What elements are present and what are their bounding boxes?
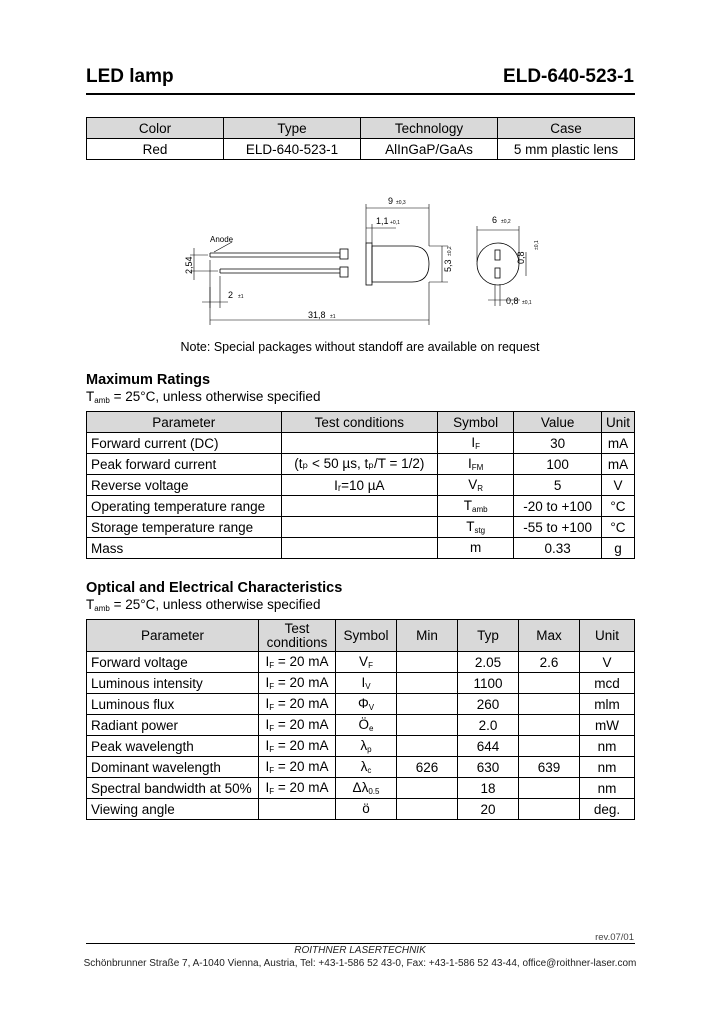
cell-unit: nm	[580, 736, 635, 757]
optical-row	[87, 715, 635, 736]
cell-symbol: $V_R$	[438, 475, 514, 496]
cell-parameter: Luminous intensity	[87, 673, 259, 694]
cell-min	[397, 778, 458, 799]
col-unit: Unit	[580, 620, 635, 652]
led-body	[372, 246, 429, 282]
max-ratings-header	[87, 412, 635, 433]
max-ratings-row	[87, 496, 635, 517]
package-drawing	[180, 190, 540, 330]
cell-value: 30	[514, 433, 602, 454]
cell-max	[519, 673, 580, 694]
anode-label: Anode	[210, 235, 234, 244]
cell-parameter: Spectral bandwidth at 50%	[87, 778, 259, 799]
optical-row	[87, 652, 635, 673]
cell-typ: 2.0	[458, 715, 519, 736]
cell-max	[519, 715, 580, 736]
cell-test-conditions: $I_F = 20$ mA	[259, 757, 336, 778]
cell-unit: mW	[580, 715, 635, 736]
cell-parameter: Luminous flux	[87, 694, 259, 715]
col-parameter: Parameter	[87, 412, 282, 433]
optical-row	[87, 673, 635, 694]
cell-max	[519, 778, 580, 799]
col-case: Case	[498, 118, 635, 139]
cell-test-conditions: $I_F = 20$ mA	[259, 652, 336, 673]
cell-unit: °C	[601, 496, 634, 517]
cell-test-conditions	[281, 517, 437, 538]
cell-parameter: Viewing angle	[87, 799, 259, 820]
max-ratings-row	[87, 538, 635, 559]
dim-total-length: 31,8	[308, 310, 326, 320]
cell-test-conditions: $I_F = 20$ mA	[259, 715, 336, 736]
cell-test-conditions: $I_F = 20$ mA	[259, 673, 336, 694]
optical-row	[87, 694, 635, 715]
cell-unit: mA	[601, 433, 634, 454]
dim-standoff-tol: +0,1	[390, 220, 400, 226]
dim-total-length-tol: ±1	[330, 314, 336, 320]
cell-unit: V	[580, 652, 635, 673]
cell-typ: 1100	[458, 673, 519, 694]
cell-test-conditions: $I_F = 20$ mA	[259, 736, 336, 757]
col-color: Color	[87, 118, 224, 139]
cell-min: 626	[397, 757, 458, 778]
max-ratings-row	[87, 433, 635, 454]
optical-row	[87, 757, 635, 778]
special-packages-note: Note: Special packages without standoff are available on request	[180, 340, 540, 354]
header-rule	[86, 93, 635, 95]
cell-symbol: $I_V$	[336, 673, 397, 694]
cell-symbol: $I_F$	[438, 433, 514, 454]
cell-parameter: Peak wavelength	[87, 736, 259, 757]
cell-unit: nm	[580, 778, 635, 799]
cell-unit: g	[601, 538, 634, 559]
cell-test-conditions: (tₚ < 50 µs, tₚ/T = 1/2)	[281, 454, 437, 475]
cell-max	[519, 799, 580, 820]
optical-condition: $T_{amb} = 25^\circ C$, unless otherwise specified	[86, 597, 321, 613]
cell-parameter: Storage temperature range	[87, 517, 282, 538]
cell-symbol: $\lambda_p$	[336, 736, 397, 757]
cell-typ: 630	[458, 757, 519, 778]
cell-type: ELD-640-523-1	[224, 139, 361, 160]
max-ratings-title: Maximum Ratings	[86, 372, 211, 388]
dim-lead-w2-tol: ±0,1	[522, 300, 532, 306]
cell-test-conditions	[259, 799, 336, 820]
cell-test-conditions: Iᵣ=10 µA	[281, 475, 437, 496]
cell-unit: deg.	[580, 799, 635, 820]
cell-symbol: ö	[336, 799, 397, 820]
col-max: Max	[519, 620, 580, 652]
cell-unit: mlm	[580, 694, 635, 715]
cell-typ: 644	[458, 736, 519, 757]
cell-min	[397, 652, 458, 673]
dim-body-dia: 5,3	[443, 259, 453, 272]
col-min: Min	[397, 620, 458, 652]
cell-case: 5 mm plastic lens	[498, 139, 635, 160]
dim-lead-end-tol: ±1	[238, 294, 244, 300]
col-symbol: Symbol	[336, 620, 397, 652]
cell-color: Red	[87, 139, 224, 160]
cell-typ: 260	[458, 694, 519, 715]
cell-value: 5	[514, 475, 602, 496]
cell-min	[397, 715, 458, 736]
cell-value: 100	[514, 454, 602, 475]
max-ratings-row	[87, 475, 635, 496]
cell-parameter: Operating temperature range	[87, 496, 282, 517]
cell-symbol: $V_F$	[336, 652, 397, 673]
optical-row	[87, 778, 635, 799]
cell-symbol: $\lambda_c$	[336, 757, 397, 778]
optical-row	[87, 799, 635, 820]
col-type: Type	[224, 118, 361, 139]
col-typ: Typ	[458, 620, 519, 652]
footer-company: ROITHNER LASERTECHNIK	[294, 945, 426, 956]
optical-header	[87, 620, 635, 652]
cell-unit: mA	[601, 454, 634, 475]
optical-title: Optical and Electrical Characteristics	[86, 580, 343, 596]
cell-parameter: Forward voltage	[87, 652, 259, 673]
dim-body-dia-tol: ±0,2	[447, 246, 453, 256]
footer-address: Schönbrunner Straße 7, A-1040 Vienna, Austria, Tel: +43-1-586 52 43-0, Fax: +43-1-586 52 43-44, office@roithner-laser.com	[83, 958, 637, 969]
cell-parameter: Forward current (DC)	[87, 433, 282, 454]
cell-typ: 2.05	[458, 652, 519, 673]
max-ratings-condition: $T_{amb} = 25^\circ C$, unless otherwise specified	[86, 389, 321, 405]
cell-min	[397, 673, 458, 694]
cell-parameter: Radiant power	[87, 715, 259, 736]
cell-min	[397, 694, 458, 715]
cell-symbol: $Ö_e$	[336, 715, 397, 736]
cell-min	[397, 799, 458, 820]
type-table	[86, 117, 635, 160]
cell-parameter: Mass	[87, 538, 282, 559]
page-title: LED lamp	[86, 66, 174, 87]
cell-value: 0.33	[514, 538, 602, 559]
dim-lead-w1: 0,8	[516, 251, 526, 264]
type-table-header	[87, 118, 635, 139]
cell-symbol: $I_{FM}$	[438, 454, 514, 475]
col-parameter: Parameter	[87, 620, 259, 652]
revision: rev.07/01	[595, 932, 634, 943]
cell-typ: 18	[458, 778, 519, 799]
cell-test-conditions	[281, 538, 437, 559]
dim-standoff: 1,1	[376, 216, 389, 226]
dim-body-length: 9	[388, 196, 394, 206]
max-ratings-table	[86, 411, 635, 559]
cell-parameter: Reverse voltage	[87, 475, 282, 496]
cell-unit: V	[601, 475, 634, 496]
col-technology: Technology	[361, 118, 498, 139]
cell-test-conditions	[281, 433, 437, 454]
cell-technology: AlInGaP/GaAs	[361, 139, 498, 160]
col-test-conditions: Test conditions	[259, 620, 336, 652]
col-value: Value	[514, 412, 602, 433]
cell-test-conditions: $I_F = 20$ mA	[259, 694, 336, 715]
cell-symbol: m	[438, 538, 514, 559]
cell-test-conditions	[281, 496, 437, 517]
optical-table	[86, 619, 635, 820]
dim-body-length-tol: ±0,3	[396, 200, 406, 206]
cell-test-conditions: $I_F = 20$ mA	[259, 778, 336, 799]
col-test-conditions: Test conditions	[281, 412, 437, 433]
dim-flange-dia-tol: ±0,2	[501, 219, 511, 225]
footer-rule	[86, 943, 635, 944]
col-unit: Unit	[601, 412, 634, 433]
part-number: ELD-640-523-1	[503, 66, 634, 87]
cell-max: 2.6	[519, 652, 580, 673]
dim-flange-dia: 6	[492, 215, 498, 225]
cell-max	[519, 736, 580, 757]
max-ratings-row	[87, 517, 635, 538]
optical-row	[87, 736, 635, 757]
cell-typ: 20	[458, 799, 519, 820]
dim-lead-w1-tol: ±0,1	[534, 240, 540, 250]
cell-min	[397, 736, 458, 757]
col-symbol: Symbol	[438, 412, 514, 433]
max-ratings-row	[87, 454, 635, 475]
cell-unit: °C	[601, 517, 634, 538]
cell-value: -55 to +100	[514, 517, 602, 538]
top-view-circle	[477, 243, 519, 285]
cell-unit: nm	[580, 757, 635, 778]
cell-max: 639	[519, 757, 580, 778]
dim-lead-w2: 0,8	[506, 296, 519, 306]
dim-lead-end: 2	[228, 290, 234, 300]
cell-symbol: $T_{amb}$	[438, 496, 514, 517]
cell-symbol: $\Delta\lambda_{0.5}$	[336, 778, 397, 799]
dim-lead-pitch: 2,54	[184, 256, 194, 274]
cell-value: -20 to +100	[514, 496, 602, 517]
cell-symbol: $T_{stg}$	[438, 517, 514, 538]
cell-unit: mcd	[580, 673, 635, 694]
cell-symbol: $\Phi_V$	[336, 694, 397, 715]
cell-max	[519, 694, 580, 715]
cell-parameter: Peak forward current	[87, 454, 282, 475]
cell-parameter: Dominant wavelength	[87, 757, 259, 778]
type-table-row	[87, 139, 635, 160]
